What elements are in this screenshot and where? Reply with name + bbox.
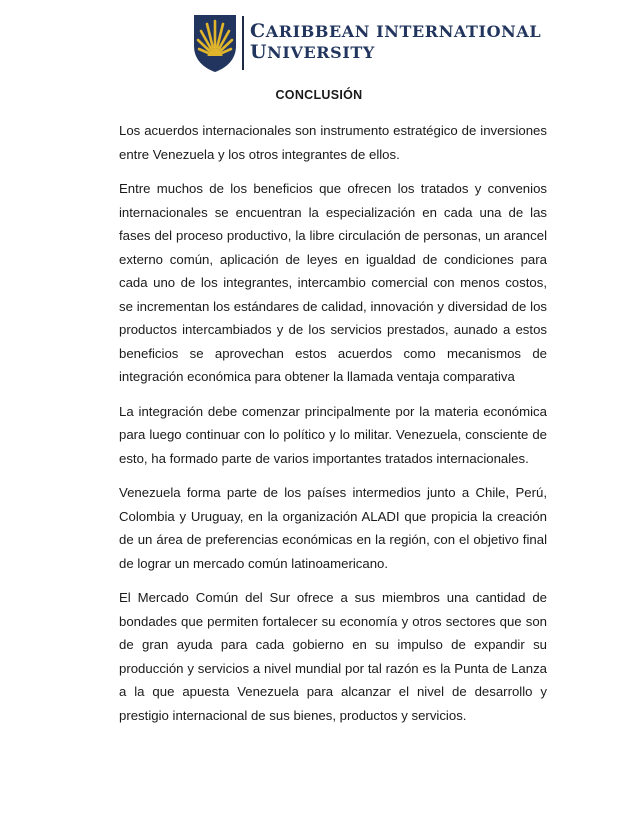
paragraph: La integración debe comenzar principalmente por la materia económica para luego continuar con lo político y lo militar. Venezuela, consciente de esto, ha formado parte de varios importantes tratados internacionales.: [119, 403, 547, 466]
paragraph: Venezuela forma parte de los países intermedios junto a Chile, Perú, Colombia y Uruguay, en la organización ALADI que propicia la creación de un área de preferencias económicas en la región, con el objetivo final de lograr un mercado común latinoamericano.: [119, 485, 547, 571]
university-name: [250, 21, 541, 63]
page-header: [190, 12, 542, 74]
university-name-line-1: CARIBBEAN INTERNATIONAL: [250, 20, 542, 42]
shield-sunburst-logo-icon: [190, 12, 240, 74]
paragraph: Entre muchos de los beneficios que ofrecen los tratados y convenios internacionales se encuentran la especialización en cada una de las fases del proceso productivo, la libre circulación de personas, un arancel externo común, aplicación de leyes en igualdad de condiciones para cada uno de los integrantes, intercambio comercial con menos costos, se incrementan los estándares de calidad, innovación y diversidad de los productos intercambiados y de los servicios prestados, aunado a estos beneficios se aprovechan estos acuerdos como mecanismos de integración económica para obtener la llamada ventaja comparativa: [119, 181, 547, 384]
document-title: CONCLUSIÓN: [275, 88, 363, 102]
document-body: [119, 119, 547, 727]
header-divider: [242, 16, 244, 70]
university-name-line-2-text: NIVERSITY: [267, 43, 375, 62]
paragraph: El Mercado Común del Sur ofrece a sus miembros una cantidad de bondades que permiten fortalecer su economía y otros sectores que son de gran ayuda para cada gobierno en su impulso de expandir su producción y servicios a nivel mundial por tal razón es la Punta de Lanza a la que apuesta Venezuela para alcanzar el nivel de desarrollo y prestigio internacional de sus bienes, productos y servicios.: [119, 590, 547, 723]
paragraph: Los acuerdos internacionales son instrumento estratégico de inversiones entre Venezuela y los otros integrantes de ellos.: [119, 123, 547, 162]
university-name-line-1-text: ARIBBEAN INTERNATIONAL: [265, 22, 542, 41]
university-name-line-2: UNIVERSITY: [250, 41, 375, 63]
